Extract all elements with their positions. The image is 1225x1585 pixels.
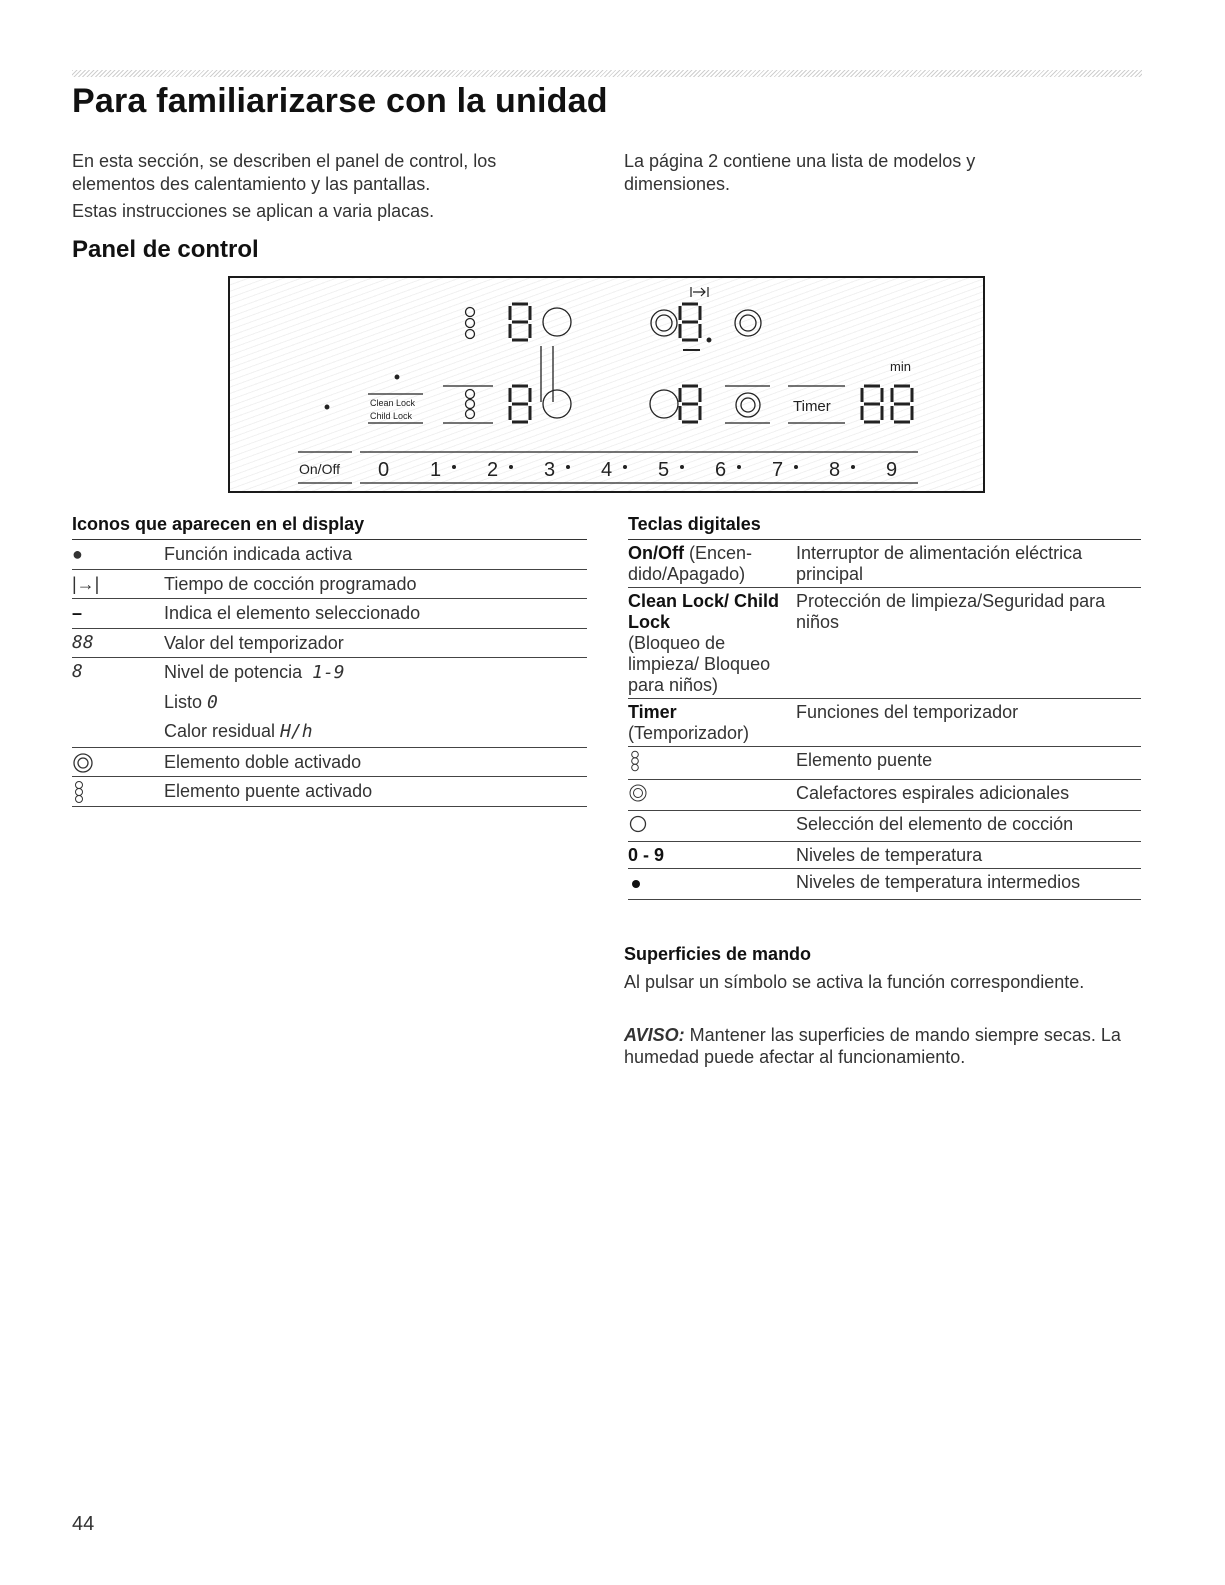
digit-key-2: 2 [487,459,499,481]
dot-icon [628,869,796,899]
table-row: Elemento puente activado [72,777,587,807]
page-number: 44 [72,1513,95,1535]
cooking-zone-circle-icon [543,308,571,336]
digit-key-1: 1 [430,459,442,481]
intro-paragraph: Estas instrucciones se aplican a varia placas. [72,201,435,221]
notice-label: AVISO: [624,1025,685,1045]
cooking-zone-circle-icon [650,390,678,418]
ready-symbol: 0 [207,691,218,713]
table-row: Calefactores espirales adicionales [628,780,1141,811]
intro-right [624,150,1054,200]
timer-digits-icon [862,386,912,422]
table-row: – Indica el elemento seleccionado [72,599,587,629]
keys-table-header: Teclas digitales [628,514,1141,540]
digit-key-9: 9 [886,459,898,481]
timer-label: Timer [793,398,831,415]
table-row: Niveles de temperatura intermedios [628,869,1141,900]
keys-table [628,514,1141,900]
digit-key-7: 7 [772,459,784,481]
table-row: Elemento puente [628,747,1141,780]
onoff-label: On/Off [299,461,340,477]
intro-paragraph: La página 2 contiene una lista de modelos y dimensiones. [624,151,976,194]
digit-display-icon [510,386,530,422]
table-row: Timer (Temporizador) Funciones del temporizador [628,699,1141,747]
digit-display-icon [680,386,700,422]
dot-icon: ● [72,544,83,564]
header-rule [72,70,1142,77]
double-ring-icon [736,393,760,417]
double-ring-icon [735,310,761,336]
control-panel-diagram [228,276,985,493]
bridge-icon [628,747,796,779]
intro-left [72,150,572,227]
table-row: Elemento doble activado [72,748,587,778]
section-title: Panel de control [72,236,259,263]
digit-key-5: 5 [658,459,670,481]
double-digit-icon: 88 [72,631,94,653]
digit-key-3: 3 [544,459,556,481]
table-row: On/Off (Encen-dido/Apagado) Interruptor de alimentación eléctrica principal [628,540,1141,588]
double-ring-icon [628,780,796,810]
icons-table [72,514,587,807]
table-row: 88 Valor del temporizador [72,629,587,659]
digit-key-4: 4 [601,459,613,481]
residual-heat-symbol: H/h [280,721,313,742]
digit-key-6: 6 [715,459,727,481]
bridge-icon [466,390,475,419]
table-row-group [72,658,587,748]
icons-table-header: Iconos que aparecen en el display [72,514,587,540]
control-panel-drawing [230,278,987,495]
child-lock-label: Child Lock [370,411,413,421]
table-row: Selección del elemento de cocción [628,811,1141,842]
cooking-zone-circle-icon [543,390,571,418]
clean-lock-label: Clean Lock [370,398,416,408]
notice-paragraph: AVISO: Mantener las superficies de mando siempre secas. La humedad puede afectar al funcionamiento. [624,1025,1121,1067]
table-row: |→| Tiempo de cocción programado [72,570,587,600]
digit-display-icon [510,304,530,340]
min-label: min [890,359,911,374]
controls-text: Al pulsar un símbolo se activa la función correspondiente. [624,972,1085,992]
dash-icon: – [72,603,83,623]
table-row: ● Función indicada activa [72,540,587,570]
bridge-icon [466,308,475,339]
intermediate-dots [452,465,855,469]
timer-arrow-icon: |→| [72,573,100,594]
double-ring-icon [651,310,677,336]
digit-display-icon [680,304,700,340]
bridge-icon [72,777,164,806]
circle-icon [628,811,796,841]
controls-title: Superficies de mando [624,944,812,964]
table-row: Calor residual H/h [164,721,313,742]
single-digit-icon: 8 [72,661,83,682]
table-row: Listo 0 [164,691,218,713]
table-row: Clean Lock/ Child Lock (Bloqueo de limpieza/ Bloqueo para niños) Protección de limpieza/Seguridad para niños [628,588,1141,699]
table-row: 8 Nivel de potencia 1-9 [72,658,587,688]
table-row: 0 - 9 Niveles de temperatura [628,842,1141,869]
double-ring-icon [72,748,164,777]
digit-key-8: 8 [829,459,841,481]
intro-paragraph: En esta sección, se describen el panel de control, los elementos des calentamiento y las pantallas. [72,151,497,194]
power-level-range: 1-9 [312,662,345,683]
digit-key-0: 0 [378,459,390,481]
page-title: Para familiarizarse con la unidad [72,82,608,120]
timer-arrow-icon [691,287,708,297]
